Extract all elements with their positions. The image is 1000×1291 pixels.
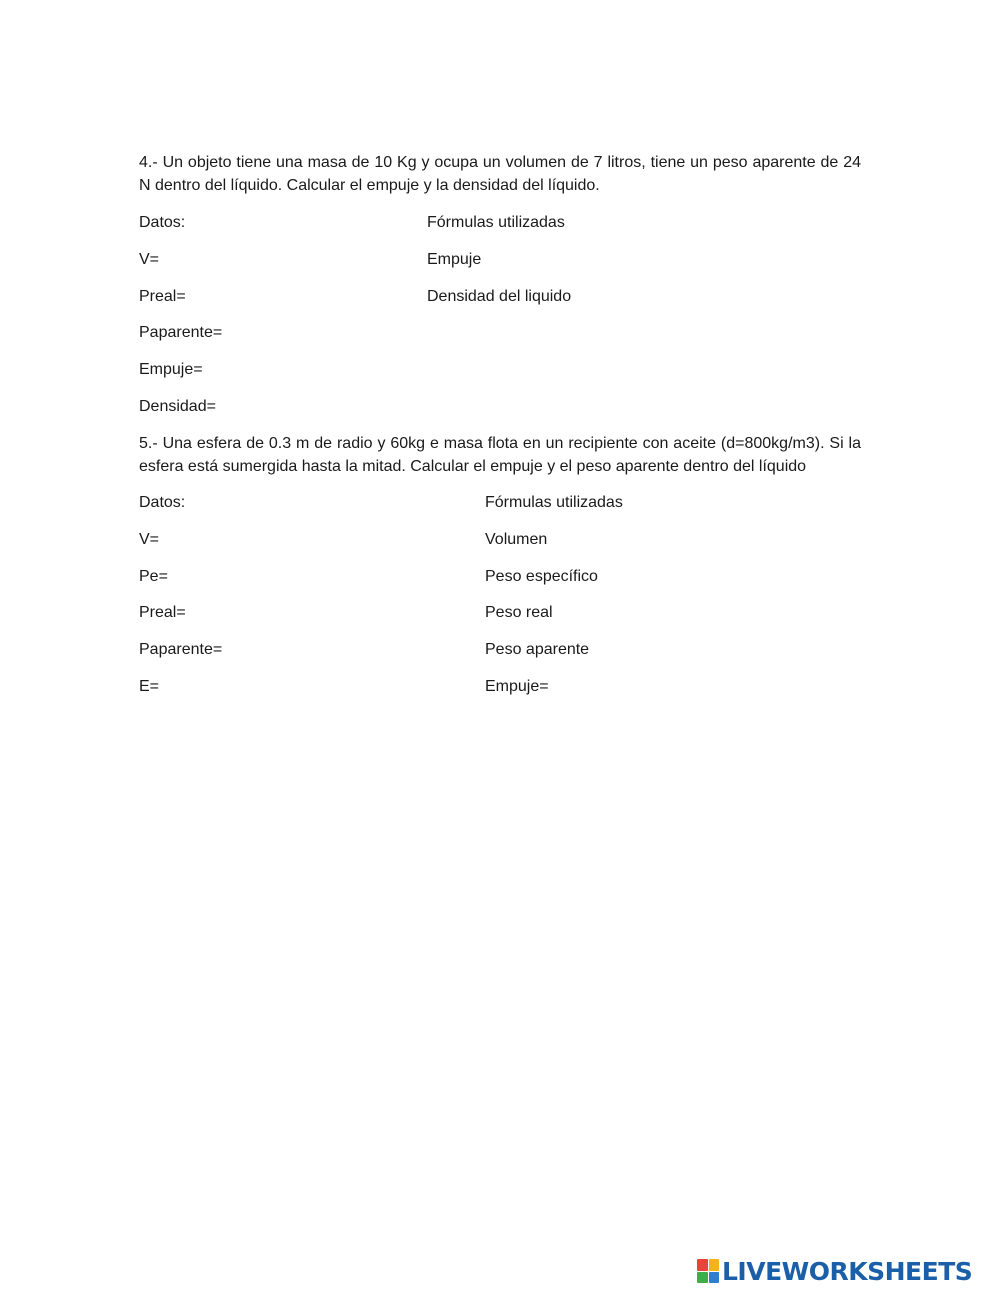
formula-label: Peso aparente	[485, 641, 590, 658]
logo-square	[697, 1272, 708, 1284]
logo-squares-icon	[697, 1259, 719, 1283]
problem-5-row	[139, 529, 940, 551]
data-label: Paparente=	[139, 324, 223, 341]
data-label: Datos:	[139, 494, 186, 511]
problem-5-row	[139, 602, 940, 624]
data-label: V=	[139, 251, 160, 268]
problem-5-statement: 5.- Una esfera de 0.3 m de radio y 60kg e masa flota en un recipiente con aceite (d=800kg/m3). Si la esfera está sumergida hasta la mitad. Calcular el empuje y el peso aparente dentro del líquido	[139, 435, 861, 475]
formula-label: Fórmulas utilizadas	[485, 494, 623, 511]
logo-square	[709, 1272, 720, 1284]
problem-4-row	[139, 286, 940, 308]
problem-4-row	[139, 359, 940, 381]
problem-5-row	[139, 639, 940, 661]
problem-4-statement: 4.- Un objeto tiene una masa de 10 Kg y ocupa un volumen de 7 litros, tiene un peso aparente de 24 N dentro del líquido. Calcular el empuje y la densidad del líquido.	[139, 154, 861, 194]
problem-4-row	[139, 322, 940, 344]
data-label: Empuje=	[139, 361, 203, 378]
data-label: E=	[139, 678, 160, 695]
brand-name: LIVEWORKSHEETS	[722, 1256, 973, 1286]
data-label: Densidad=	[139, 398, 216, 415]
formula-label: Peso real	[485, 604, 553, 621]
problem-4-row	[139, 396, 940, 418]
data-label: Preal=	[139, 288, 186, 305]
formula-label: Densidad del liquido	[427, 288, 572, 305]
formula-label: Empuje=	[485, 678, 549, 695]
data-label: V=	[139, 531, 160, 548]
problem-4-row	[139, 212, 940, 234]
data-label: Pe=	[139, 568, 168, 585]
data-label: Datos:	[139, 214, 186, 231]
problem-5-row	[139, 676, 940, 698]
formula-label: Fórmulas utilizadas	[427, 214, 565, 231]
logo-square	[697, 1259, 708, 1271]
liveworksheets-logo	[697, 1257, 972, 1285]
formula-label: Empuje	[427, 251, 482, 268]
data-label: Preal=	[139, 604, 186, 621]
problem-4-row	[139, 249, 940, 271]
problem-5-row	[139, 492, 940, 514]
data-label: Paparente=	[139, 641, 223, 658]
formula-label: Volumen	[485, 531, 548, 548]
problem-5-row	[139, 566, 940, 588]
formula-label: Peso específico	[485, 568, 598, 585]
logo-square	[709, 1259, 720, 1271]
